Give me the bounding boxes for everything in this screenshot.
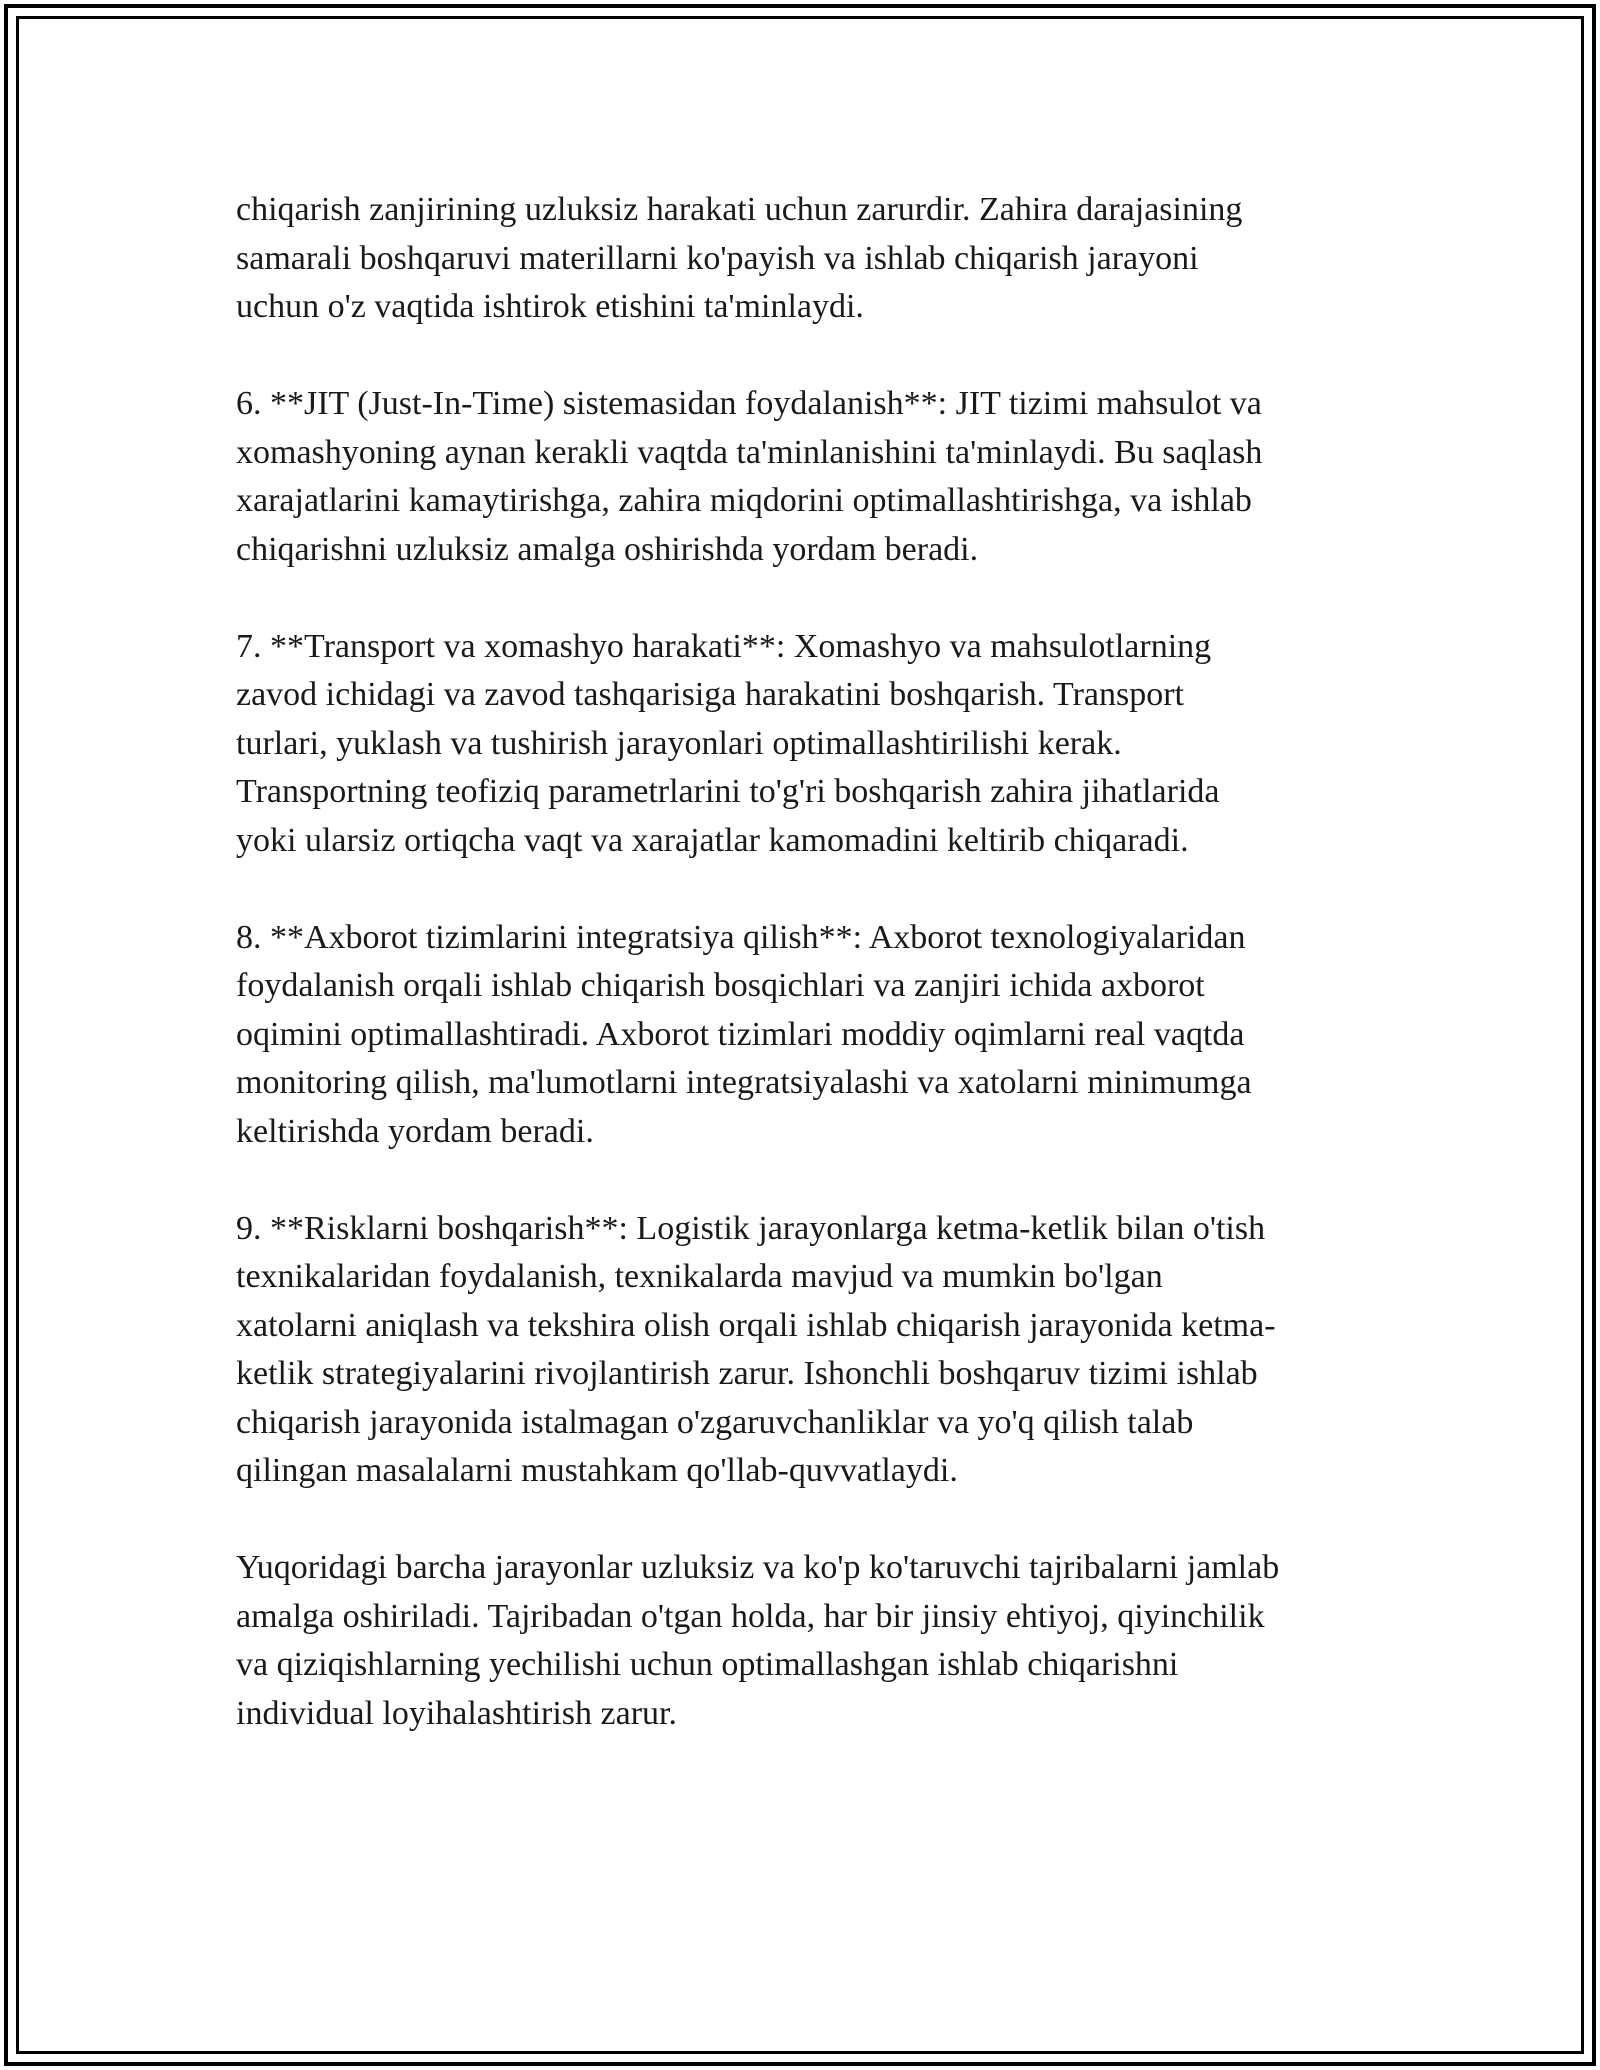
paragraph-6 bbox=[236, 1544, 1386, 1738]
text-line: turlari, yuklash va tushirish jarayonlari optimallashtirilishi kerak. bbox=[236, 724, 1122, 762]
text-line: ketlik strategiyalarini rivojlantirish zarur. Ishonchli boshqaruv tizimi ishlab bbox=[236, 1355, 1258, 1392]
text-line: va qiziqishlarning yechilishi uchun optimallashgan ishlab chiqarishni bbox=[236, 1646, 1179, 1683]
text-line: Yuqoridagi barcha jarayonlar uzluksiz va ko'p ko'taruvchi tajribalarni jamlab bbox=[236, 1549, 1280, 1586]
document-body bbox=[236, 186, 1386, 1787]
text-line: chiqarish zanjirining uzluksiz harakati uchun zarurdir. Zahira darajasining bbox=[236, 191, 1243, 228]
text-line: oqimini optimallashtiradi. Axborot tizimlari moddiy oqimlarni real vaqtda bbox=[236, 1015, 1245, 1053]
text-line: monitoring qilish, ma'lumotlarni integratsiyalashi va xatolarni minimumga bbox=[236, 1064, 1252, 1101]
text-line: zavod ichidagi va zavod tashqarisiga harakatini boshqarish. Transport bbox=[236, 676, 1184, 713]
text-line: individual loyihalashtirish zarur. bbox=[236, 1694, 677, 1732]
text-line: qilingan masalalarni mustahkam qo'llab-quvvatlaydi. bbox=[236, 1452, 958, 1489]
text-line: xatolarni aniqlash va tekshira olish orqali ishlab chiqarish jarayonida ketma- bbox=[236, 1306, 1276, 1344]
text-line: chiqarishni uzluksiz amalga oshirishda yordam beradi. bbox=[236, 530, 979, 568]
text-line: xarajatlarini kamaytirishga, zahira miqdorini optimallashtirishga, va ishlab bbox=[236, 482, 1252, 519]
paragraph-2 bbox=[236, 380, 1386, 574]
text-line: 8. **Axborot tizimlarini integratsiya qilish**: Axborot texnologiyalaridan bbox=[236, 918, 1246, 956]
text-line: texnikalaridan foydalanish, texnikalarda mavjud va mumkin bo'lgan bbox=[236, 1258, 1163, 1295]
paragraph-1 bbox=[236, 186, 1386, 332]
text-line: uchun o'z vaqtida ishtirok etishini ta'minlaydi. bbox=[236, 288, 864, 325]
text-line: yoki ularsiz ortiqcha vaqt va xarajatlar kamomadini keltirib chiqaradi. bbox=[236, 821, 1189, 859]
text-line: 7. **Transport va xomashyo harakati**: Xomashyo va mahsulotlarning bbox=[236, 627, 1212, 665]
text-line: 6. **JIT (Just-In-Time) sistemasidan foydalanish**: JIT tizimi mahsulot va bbox=[236, 385, 1262, 422]
text-line: xomashyoning aynan kerakli vaqtda ta'minlanishini ta'minlaydi. Bu saqlash bbox=[236, 433, 1263, 471]
text-line: keltirishda yordam beradi. bbox=[236, 1112, 594, 1150]
text-line: chiqarish jarayonida istalmagan o'zgaruvchanliklar va yo'q qilish talab bbox=[236, 1403, 1194, 1441]
paragraph-5 bbox=[236, 1205, 1386, 1496]
text-line: 9. **Risklarni boshqarish**: Logistik jarayonlarga ketma-ketlik bilan o'tish bbox=[236, 1209, 1266, 1247]
text-line: amalga oshiriladi. Tajribadan o'tgan holda, har bir jinsiy ehtiyoj, qiyinchilik bbox=[236, 1597, 1265, 1635]
text-line: samarali boshqaruvi materillarni ko'payish va ishlab chiqarish jarayoni bbox=[236, 239, 1199, 277]
paragraph-4 bbox=[236, 914, 1386, 1157]
text-line: foydalanish orqali ishlab chiqarish bosqichlari va zanjiri ichida axborot bbox=[236, 967, 1205, 1004]
text-line: Transportning teofiziq parametrlarini to'g'ri boshqarish zahira jihatlarida bbox=[236, 773, 1220, 810]
paragraph-3 bbox=[236, 623, 1386, 866]
